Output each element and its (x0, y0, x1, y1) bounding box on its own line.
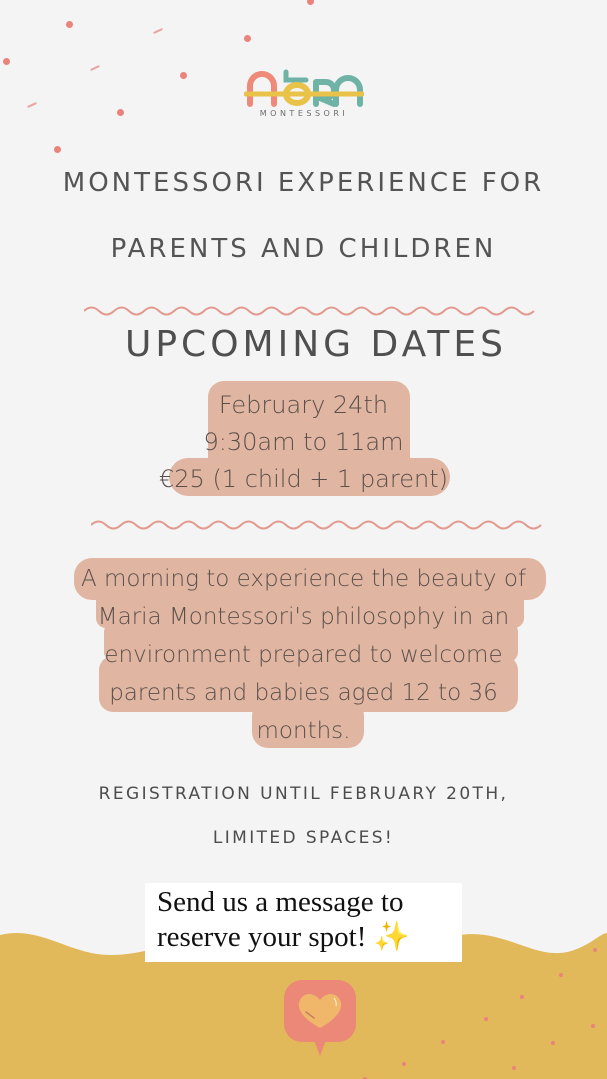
aora-montessori-logo (244, 66, 364, 124)
heart-speech-bubble-icon[interactable] (282, 978, 358, 1058)
confetti-dot (180, 72, 187, 79)
description-line: Maria Montessori's philosophy in an (97, 604, 510, 630)
wavy-divider-bottom (91, 518, 543, 532)
confetti-dot (66, 21, 73, 28)
title-line-1: MONTESSORI EXPERIENCE FOR (62, 168, 545, 198)
event-price: €25 (1 child + 1 parent) (159, 465, 448, 493)
cta-message-box[interactable] (145, 883, 462, 962)
confetti-dot (117, 109, 124, 116)
cta-line-1: Send us a message to (157, 886, 404, 918)
confetti-dot (244, 35, 251, 42)
confetti-dot (3, 58, 10, 65)
cta-line-2: reserve your spot! (157, 921, 367, 953)
description-line: A morning to experience the beauty of (80, 566, 526, 592)
registration-deadline: REGISTRATION UNTIL FEBRUARY 20TH, (98, 784, 509, 804)
logo-wordmark-icon (244, 66, 364, 108)
limited-spaces-note: LIMITED SPACES! (212, 828, 395, 848)
cta-text (157, 885, 467, 955)
upcoming-dates-heading: UPCOMING DATES (125, 324, 507, 365)
confetti-dash (27, 102, 37, 108)
title-line-2: PARENTS AND CHILDREN (110, 234, 497, 264)
description-line: parents and babies aged 12 to 36 (109, 680, 498, 706)
event-date: February 24th (218, 391, 389, 419)
sparkles-icon: ✨ (373, 921, 410, 953)
wavy-divider-top (84, 304, 538, 318)
description-line: environment prepared to welcome (104, 642, 503, 668)
confetti-dash (153, 28, 163, 34)
logo-subtitle: MONTESSORI (259, 109, 349, 118)
confetti-dot (307, 0, 314, 5)
event-time: 9:30am to 11am (203, 428, 404, 456)
confetti-dot (54, 146, 61, 153)
confetti-dash (90, 65, 100, 71)
description-line: months. (256, 718, 351, 744)
